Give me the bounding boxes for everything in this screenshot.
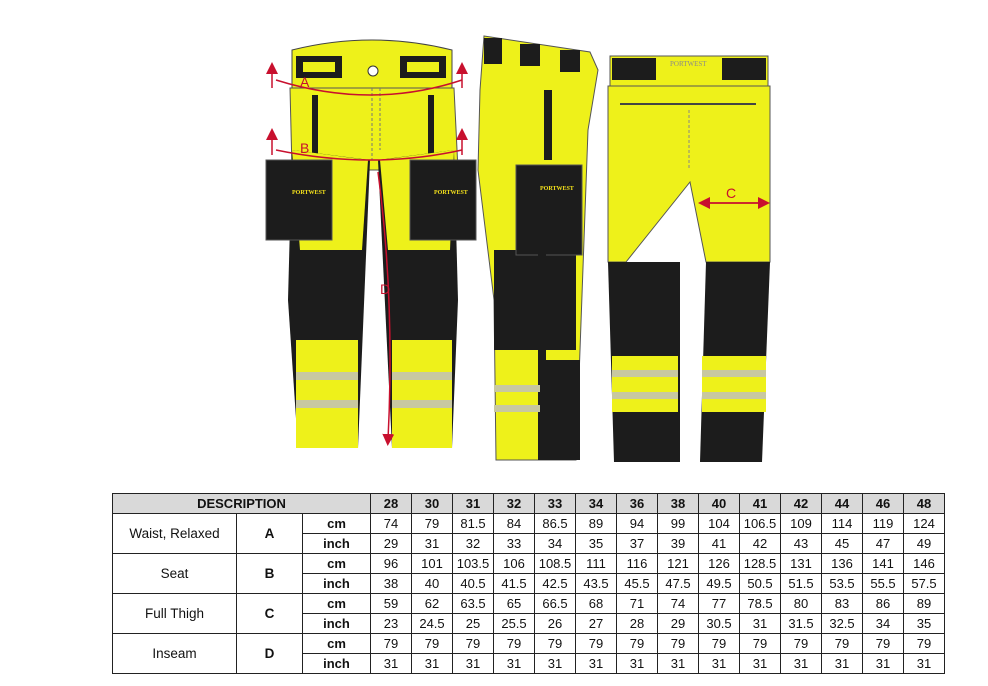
label-d: D: [380, 281, 391, 297]
size-value-cell: 141: [863, 554, 904, 574]
size-value-cell: 124: [904, 514, 945, 534]
size-value-cell: 34: [863, 614, 904, 634]
size-value-cell: 86.5: [535, 514, 576, 534]
measurement-letter: C: [237, 594, 303, 634]
size-value-cell: 35: [576, 534, 617, 554]
size-value-cell: 79: [740, 634, 781, 654]
size-value-cell: 79: [822, 634, 863, 654]
size-value-cell: 49.5: [699, 574, 740, 594]
size-value-cell: 28: [617, 614, 658, 634]
size-value-cell: 79: [576, 634, 617, 654]
size-value-cell: 31: [699, 654, 740, 674]
size-header: 34: [576, 494, 617, 514]
size-value-cell: 31: [740, 654, 781, 674]
size-value-cell: 41: [699, 534, 740, 554]
table-row: [113, 594, 945, 614]
size-header: 33: [535, 494, 576, 514]
size-value-cell: 47.5: [658, 574, 699, 594]
unit-label: cm: [303, 514, 371, 534]
size-chart-table: [112, 493, 945, 674]
table-row: [113, 634, 945, 654]
size-value-cell: 74: [658, 594, 699, 614]
size-header: 46: [863, 494, 904, 514]
size-value-cell: 114: [822, 514, 863, 534]
size-value-cell: 31: [535, 654, 576, 674]
size-value-cell: 86: [863, 594, 904, 614]
size-value-cell: 77: [699, 594, 740, 614]
size-value-cell: 43: [781, 534, 822, 554]
size-value-cell: 79: [412, 634, 453, 654]
size-value-cell: 94: [617, 514, 658, 534]
label-a: A: [300, 74, 310, 90]
size-value-cell: 31: [617, 654, 658, 674]
side-view-trousers: [478, 36, 598, 460]
size-value-cell: 27: [576, 614, 617, 634]
svg-text:PORTWEST: PORTWEST: [434, 190, 468, 196]
size-value-cell: 62: [412, 594, 453, 614]
size-value-cell: 55.5: [863, 574, 904, 594]
size-value-cell: 24.5: [412, 614, 453, 634]
unit-label: inch: [303, 654, 371, 674]
size-value-cell: 79: [371, 634, 412, 654]
size-value-cell: 111: [576, 554, 617, 574]
size-value-cell: 31: [904, 654, 945, 674]
unit-label: inch: [303, 574, 371, 594]
size-value-cell: 108.5: [535, 554, 576, 574]
size-header: 31: [453, 494, 494, 514]
size-value-cell: 79: [781, 634, 822, 654]
size-value-cell: 89: [576, 514, 617, 534]
svg-text:PORTWEST: PORTWEST: [670, 60, 707, 68]
size-header: 32: [494, 494, 535, 514]
size-value-cell: 37: [617, 534, 658, 554]
size-value-cell: 79: [863, 634, 904, 654]
size-value-cell: 79: [699, 634, 740, 654]
size-value-cell: 74: [371, 514, 412, 534]
size-value-cell: 32: [453, 534, 494, 554]
size-value-cell: 101: [412, 554, 453, 574]
size-value-cell: 31: [658, 654, 699, 674]
size-header: 48: [904, 494, 945, 514]
size-value-cell: 25.5: [494, 614, 535, 634]
size-value-cell: 51.5: [781, 574, 822, 594]
size-value-cell: 41.5: [494, 574, 535, 594]
size-value-cell: 65: [494, 594, 535, 614]
size-value-cell: 63.5: [453, 594, 494, 614]
unit-label: cm: [303, 594, 371, 614]
size-value-cell: 78.5: [740, 594, 781, 614]
size-value-cell: 109: [781, 514, 822, 534]
size-value-cell: 136: [822, 554, 863, 574]
size-value-cell: 40: [412, 574, 453, 594]
size-value-cell: 66.5: [535, 594, 576, 614]
measurement-letter: B: [237, 554, 303, 594]
size-value-cell: 53.5: [822, 574, 863, 594]
size-value-cell: 79: [453, 634, 494, 654]
unit-label: inch: [303, 534, 371, 554]
size-value-cell: 31: [412, 654, 453, 674]
size-value-cell: 79: [412, 514, 453, 534]
size-value-cell: 84: [494, 514, 535, 534]
size-value-cell: 71: [617, 594, 658, 614]
size-value-cell: 99: [658, 514, 699, 534]
size-value-cell: 68: [576, 594, 617, 614]
size-value-cell: 89: [904, 594, 945, 614]
size-value-cell: 45.5: [617, 574, 658, 594]
header-row: [113, 494, 945, 514]
table-row: [113, 514, 945, 534]
size-value-cell: 47: [863, 534, 904, 554]
size-value-cell: 57.5: [904, 574, 945, 594]
size-value-cell: 43.5: [576, 574, 617, 594]
size-value-cell: 45: [822, 534, 863, 554]
size-value-cell: 106: [494, 554, 535, 574]
size-value-cell: 131: [781, 554, 822, 574]
size-value-cell: 31: [453, 654, 494, 674]
size-value-cell: 38: [371, 574, 412, 594]
front-view-trousers: [266, 40, 476, 448]
svg-text:PORTWEST: PORTWEST: [292, 190, 326, 196]
svg-text:PORTWEST: PORTWEST: [540, 186, 574, 192]
size-value-cell: 80: [781, 594, 822, 614]
size-value-cell: 81.5: [453, 514, 494, 534]
back-view-trousers: [608, 56, 770, 462]
size-header: 28: [371, 494, 412, 514]
size-header: 36: [617, 494, 658, 514]
size-value-cell: 30.5: [699, 614, 740, 634]
size-header: 44: [822, 494, 863, 514]
size-value-cell: 34: [535, 534, 576, 554]
description-header: DESCRIPTION: [113, 494, 371, 514]
size-value-cell: 79: [904, 634, 945, 654]
measurement-letter: A: [237, 514, 303, 554]
size-value-cell: 31: [740, 614, 781, 634]
size-value-cell: 25: [453, 614, 494, 634]
size-header: 40: [699, 494, 740, 514]
table-row: [113, 554, 945, 574]
measurement-name: Waist, Relaxed: [113, 514, 237, 554]
size-value-cell: 96: [371, 554, 412, 574]
size-value-cell: 42: [740, 534, 781, 554]
size-value-cell: 49: [904, 534, 945, 554]
size-value-cell: 31: [863, 654, 904, 674]
label-c: C: [726, 185, 737, 201]
size-value-cell: 106.5: [740, 514, 781, 534]
size-header: 42: [781, 494, 822, 514]
size-value-cell: 31: [371, 654, 412, 674]
measurement-name: Seat: [113, 554, 237, 594]
size-value-cell: 31: [576, 654, 617, 674]
size-value-cell: 32.5: [822, 614, 863, 634]
label-b: B: [300, 140, 310, 156]
size-value-cell: 83: [822, 594, 863, 614]
size-header: 38: [658, 494, 699, 514]
unit-label: cm: [303, 634, 371, 654]
size-value-cell: 103.5: [453, 554, 494, 574]
size-value-cell: 79: [494, 634, 535, 654]
size-value-cell: 104: [699, 514, 740, 534]
measurement-letter: D: [237, 634, 303, 674]
size-value-cell: 79: [617, 634, 658, 654]
size-value-cell: 79: [535, 634, 576, 654]
size-value-cell: 146: [904, 554, 945, 574]
size-value-cell: 26: [535, 614, 576, 634]
size-value-cell: 128.5: [740, 554, 781, 574]
size-value-cell: 31: [494, 654, 535, 674]
size-value-cell: 31: [822, 654, 863, 674]
unit-label: inch: [303, 614, 371, 634]
measurement-name: Full Thigh: [113, 594, 237, 634]
size-value-cell: 50.5: [740, 574, 781, 594]
size-value-cell: 42.5: [535, 574, 576, 594]
size-value-cell: 79: [658, 634, 699, 654]
size-value-cell: 33: [494, 534, 535, 554]
size-value-cell: 126: [699, 554, 740, 574]
size-value-cell: 31: [412, 534, 453, 554]
measurement-name: Inseam: [113, 634, 237, 674]
size-value-cell: 119: [863, 514, 904, 534]
size-header: 41: [740, 494, 781, 514]
size-value-cell: 40.5: [453, 574, 494, 594]
size-value-cell: 116: [617, 554, 658, 574]
size-value-cell: 121: [658, 554, 699, 574]
size-value-cell: 29: [658, 614, 699, 634]
size-value-cell: 29: [371, 534, 412, 554]
size-value-cell: 35: [904, 614, 945, 634]
size-value-cell: 31: [781, 654, 822, 674]
size-header: 30: [412, 494, 453, 514]
size-value-cell: 31.5: [781, 614, 822, 634]
size-value-cell: 39: [658, 534, 699, 554]
unit-label: cm: [303, 554, 371, 574]
size-value-cell: 59: [371, 594, 412, 614]
size-value-cell: 23: [371, 614, 412, 634]
